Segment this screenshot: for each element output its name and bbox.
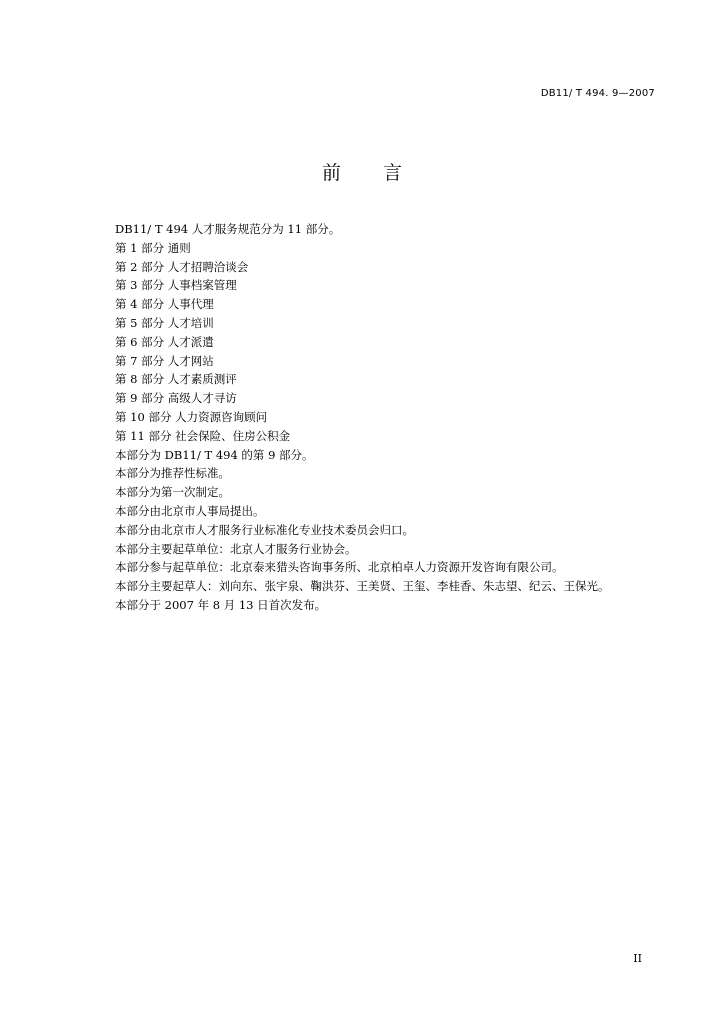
foreword-line: 第 5 部分 人才培训 [115, 315, 214, 330]
foreword-line: 第 10 部分 人力资源咨询顾问 [115, 409, 268, 424]
foreword-line: 第 8 部分 人才素质测评 [115, 372, 237, 387]
page-number: II [633, 952, 642, 965]
foreword-line: 本部分由北京市人事局提出。 [115, 503, 265, 518]
standard-code-header: DB11/ T 494. 9—2007 [540, 88, 655, 99]
foreword-line: 本部分主要起草单位：北京人才服务行业协会。 [115, 541, 357, 556]
foreword-line: 本部分参与起草单位：北京泰来猎头咨询事务所、北京柏卓人力资源开发咨询有限公司。 [115, 560, 564, 575]
foreword-body [115, 220, 675, 615]
foreword-line: 第 6 部分 人才派遣 [115, 334, 214, 349]
page-title: 前言 [321, 162, 444, 184]
foreword-line: 本部分于 2007 年 8 月 13 日首次发布。 [115, 597, 327, 612]
foreword-line: 第 3 部分 人事档案管理 [115, 278, 237, 293]
foreword-line: 第 1 部分 通则 [115, 240, 191, 255]
foreword-line: 本部分为推荐性标准。 [115, 466, 230, 481]
foreword-line: 第 2 部分 人才招聘洽谈会 [115, 259, 249, 274]
foreword-line: 第 7 部分 人才网站 [115, 353, 214, 368]
foreword-line: 第 11 部分 社会保险、住房公积金 [115, 428, 291, 443]
foreword-line: 本部分为 DB11/ T 494 的第 9 部分。 [115, 447, 314, 462]
foreword-line: 本部分由北京市人才服务行业标准化专业技术委员会归口。 [115, 522, 414, 537]
foreword-line: 本部分主要起草人：刘向东、张宇泉、鞠洪芬、王美贤、王玺、李桂香、朱志望、纪云、王保光。 [115, 579, 610, 594]
foreword-line: 第 9 部分 高级人才寻访 [115, 391, 237, 406]
foreword-line: 本部分为第一次制定。 [115, 485, 230, 500]
foreword-line: 第 4 部分 人事代理 [115, 297, 214, 312]
foreword-line: DB11/ T 494 人才服务规范分为 11 部分。 [115, 222, 341, 236]
